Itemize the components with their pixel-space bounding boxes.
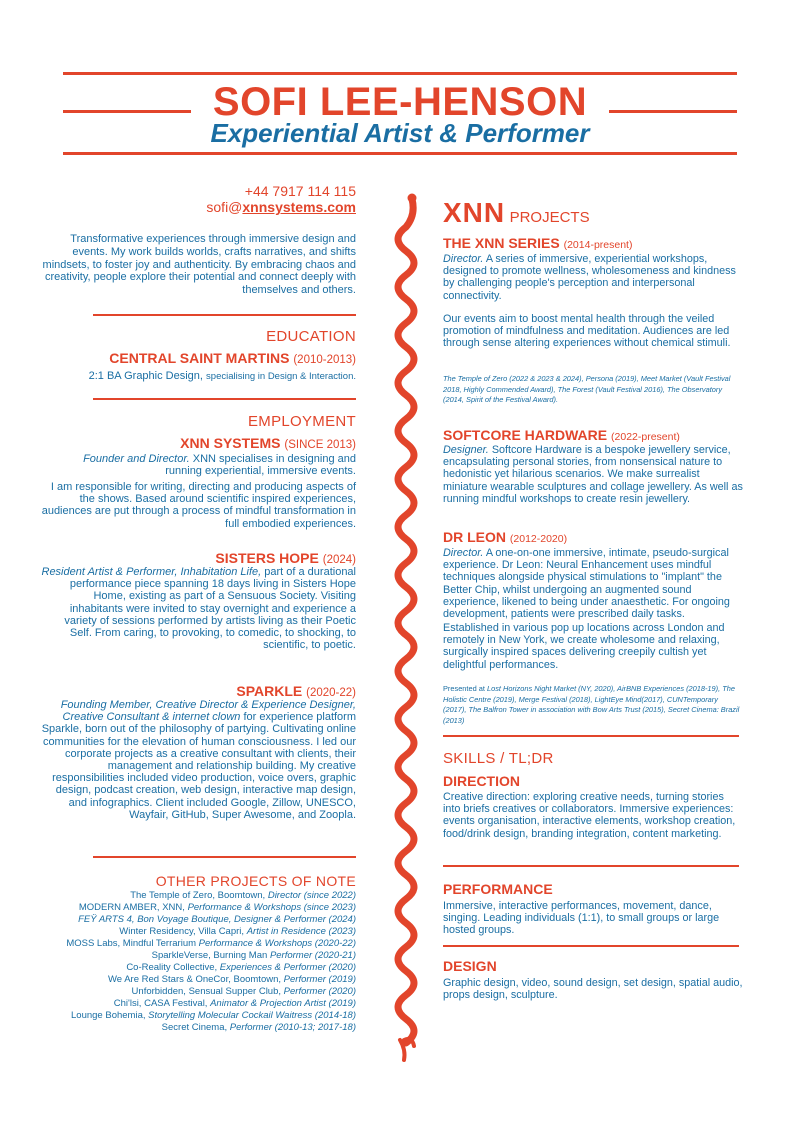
skill-design-text: Graphic design, video, sound design, set design, spatial audio, props design, sculpture. (443, 977, 743, 1002)
skill-performance-text: Immersive, interactive performances, movement, dance, singing. Leading individuals (1:1), to small groups or large hosted groups. (443, 900, 720, 937)
header-top-rule (63, 72, 737, 75)
divider-employment (93, 398, 356, 400)
divider-design (443, 945, 739, 947)
xnn-logo: XNN (443, 197, 506, 228)
job-xnn-title: XNN SYSTEMS (SINCE 2013) (180, 435, 356, 451)
project-drleon-text: Director. A one-on-one immersive, intimate, pseudo-surgical experience. Dr Leon: Neural Enhancement uses mindful techniques alongside physical stimulations to "implant" the Better Chip, whilst undergoing an augmented sound experience, likened to being under anaesthetic. For ongoing development, patients were prescribed daily tasks. (443, 547, 730, 621)
job-sparkle-text: Founding Member, Creative Director & Experience Designer, Creative Consultant & internet clown for experience platform Sparkle, born out of the philosophy of partying. Cultivating online communities for the elevation of human consciousness. I led our corporate projects as a creative consultant with clients, their management and relationship building. My creative responsibilities included video production, voice overs, graphic design, podcast creation, web design, interactive map design, and infographics. Client included Google, Zillow, UNESCO, Wayfair, GitHub, Super Awesome, and Zoopla. (41, 699, 356, 821)
other-project-item: Chi'lsi, CASA Festival, Animator & Projection Artist (2019) (113, 998, 356, 1009)
skill-performance-title: PERFORMANCE (443, 881, 553, 897)
skill-direction-title: DIRECTION (443, 773, 520, 789)
job-sparkle-title: SPARKLE (2020-22) (236, 683, 356, 699)
contact-block (40, 183, 356, 215)
project-drleon-text2: Established in various pop up locations across London and remotely in New York, we create wholesome and relaxing, surgically inspired spaces delivering creepily cultish yet delightful performances. (443, 622, 725, 671)
skills-heading: SKILLS / TL;DR (443, 750, 554, 767)
project-softcore-title: SOFTCORE HARDWARE (2022-present) (443, 427, 680, 443)
header-bottom-rule (63, 152, 737, 155)
education-school: CENTRAL SAINT MARTINS (2010-2013) (109, 350, 356, 366)
other-project-item: MODERN AMBER, XNN, Performance & Workshops (since 2023) (78, 902, 356, 913)
other-project-item: We Are Red Stars & OneCor, Boomtown, Performer (2019) (108, 974, 356, 985)
projects-heading: XNN PROJECTS (443, 197, 590, 228)
education-degree: 2:1 BA Graphic Design, specialising in Design & Interaction. (88, 370, 356, 382)
job-sisters-title: SISTERS HOPE (2024) (215, 550, 356, 566)
other-project-item: MOSS Labs, Mindful Terrarium Performance & Workshops (2020-22) (66, 938, 356, 949)
wavy-snake-divider (382, 185, 432, 1065)
phone-number: +44 7917 114 115 (244, 183, 356, 199)
divider-performance (443, 865, 739, 867)
other-project-item: The Temple of Zero, Boomtown, Director (since 2022) (130, 890, 356, 901)
page-subtitle: Experiential Artist & Performer (210, 118, 590, 148)
email-domain-link[interactable]: xnnsystems.com (242, 199, 356, 215)
project-drleon-title: DR LEON (2012-2020) (443, 529, 568, 545)
project-softcore-text: Designer. Softcore Hardware is a bespoke jewellery service, encapsulating personal stories, from nonsensical nature to hedonistic yet hilarious scenarios. We make surrealist miniature wearable sculptures and collage jewellery. As well as running mindful workshops to create resin jewellery. (443, 444, 743, 505)
other-project-item: Secret Cinema, Performer (2010-13; 2017-18) (161, 1022, 356, 1033)
divider-other-projects (93, 856, 356, 858)
education-heading: EDUCATION (266, 328, 356, 345)
job-xnn-text: Founder and Director. XNN specialises in designing and running experiential, immersive events. (83, 453, 356, 478)
other-project-item: Winter Residency, Villa Capri, Artist in Residence (2023) (119, 926, 356, 937)
project-series-text2: Our events aim to boost mental health through the veiled promotion of mindfulness and meditation. Audiences are led through sense altering experiences without chemical stimuli. (443, 313, 731, 350)
divider-education (93, 314, 356, 316)
other-project-item: FEŸ ARTS 4, Bon Voyage Boutique, Designer & Performer (2024) (78, 914, 356, 925)
project-series-title: THE XNN SERIES (2014-present) (443, 235, 633, 251)
employment-heading: EMPLOYMENT (247, 413, 356, 430)
project-drleon-notes: Presented at Lost Horizons Night Market (NY, 2020), AirBNB Experiences (2018-19), The Holistic Centre (2019), Merge Festival (2018), LightEye Mind(2017), CUNTemporary (2017), The Balfron Tower in association with Bow Arts Trust (2015), Secret Cinema: Brazil (2013) (443, 684, 740, 725)
page-title: SOFI LEE-HENSON (212, 80, 588, 124)
other-project-item: SparkleVerse, Burning Man Performer (2020-21) (151, 950, 356, 961)
other-projects-heading: OTHER PROJECTS OF NOTE (155, 873, 356, 889)
other-projects-list (40, 890, 356, 1034)
project-series-text: Director. A series of immersive, experiential workshops, designed to promote wellness, wholesomeness and kindness by challenging people's perception and interpersonal connectivity. (443, 253, 736, 302)
other-project-item: Co-Reality Collective, Experiences & Performer (2020) (126, 962, 356, 973)
intro-text: Transformative experiences through immersive design and events. My work builds worlds, crafts narratives, and shifts mindsets, to foster joy and authenticity. By embracing chaos and creativity, people explore their potential and connect deeply with themselves and others. (42, 233, 356, 297)
email-line (40, 199, 356, 215)
job-xnn-text2: I am responsible for writing, directing and producing aspects of the shows. Based around scientific inspired experiences, audiences are put through a process of mindful transformation in full embodied experiences. (41, 481, 356, 530)
email-user: sofi@ (206, 199, 243, 215)
other-project-item: Lounge Bohemia, Storytelling Molecular Cockail Waitress (2014-18) (71, 1010, 356, 1021)
project-series-notes: The Temple of Zero (2022 & 2023 & 2024), Persona (2019), Meet Market (Vault Festival 2018, Highly Commended Award), The Forest (Vault Festival 2016), The Observatory (2014, Spirit of the Festival Award). (443, 374, 731, 404)
skill-direction-text: Creative direction: exploring creative needs, turning stories into briefs creatives or collaborators. Immersive experiences: events organisation, interactive elements, workshop creation, food/drink design, branding integration, content marketing. (443, 791, 736, 840)
job-sisters-text: Resident Artist & Performer, Inhabitation Life, part of a durational performance piece spanning 18 days living in Sisters Hope Home, existing as part of a Sensuous Society. Visiting inhabitants were invited to stay overnight and experience a variety of sessions performed by artists living as their Poetic Self. From caring, to provoking, to comedic, to shocking, to scientific, to poetic. (41, 566, 356, 652)
divider-skills (443, 735, 739, 737)
other-project-item: Unforbidden, Sensual Supper Club, Performer (2020) (131, 986, 356, 997)
skill-design-title: DESIGN (443, 958, 497, 974)
